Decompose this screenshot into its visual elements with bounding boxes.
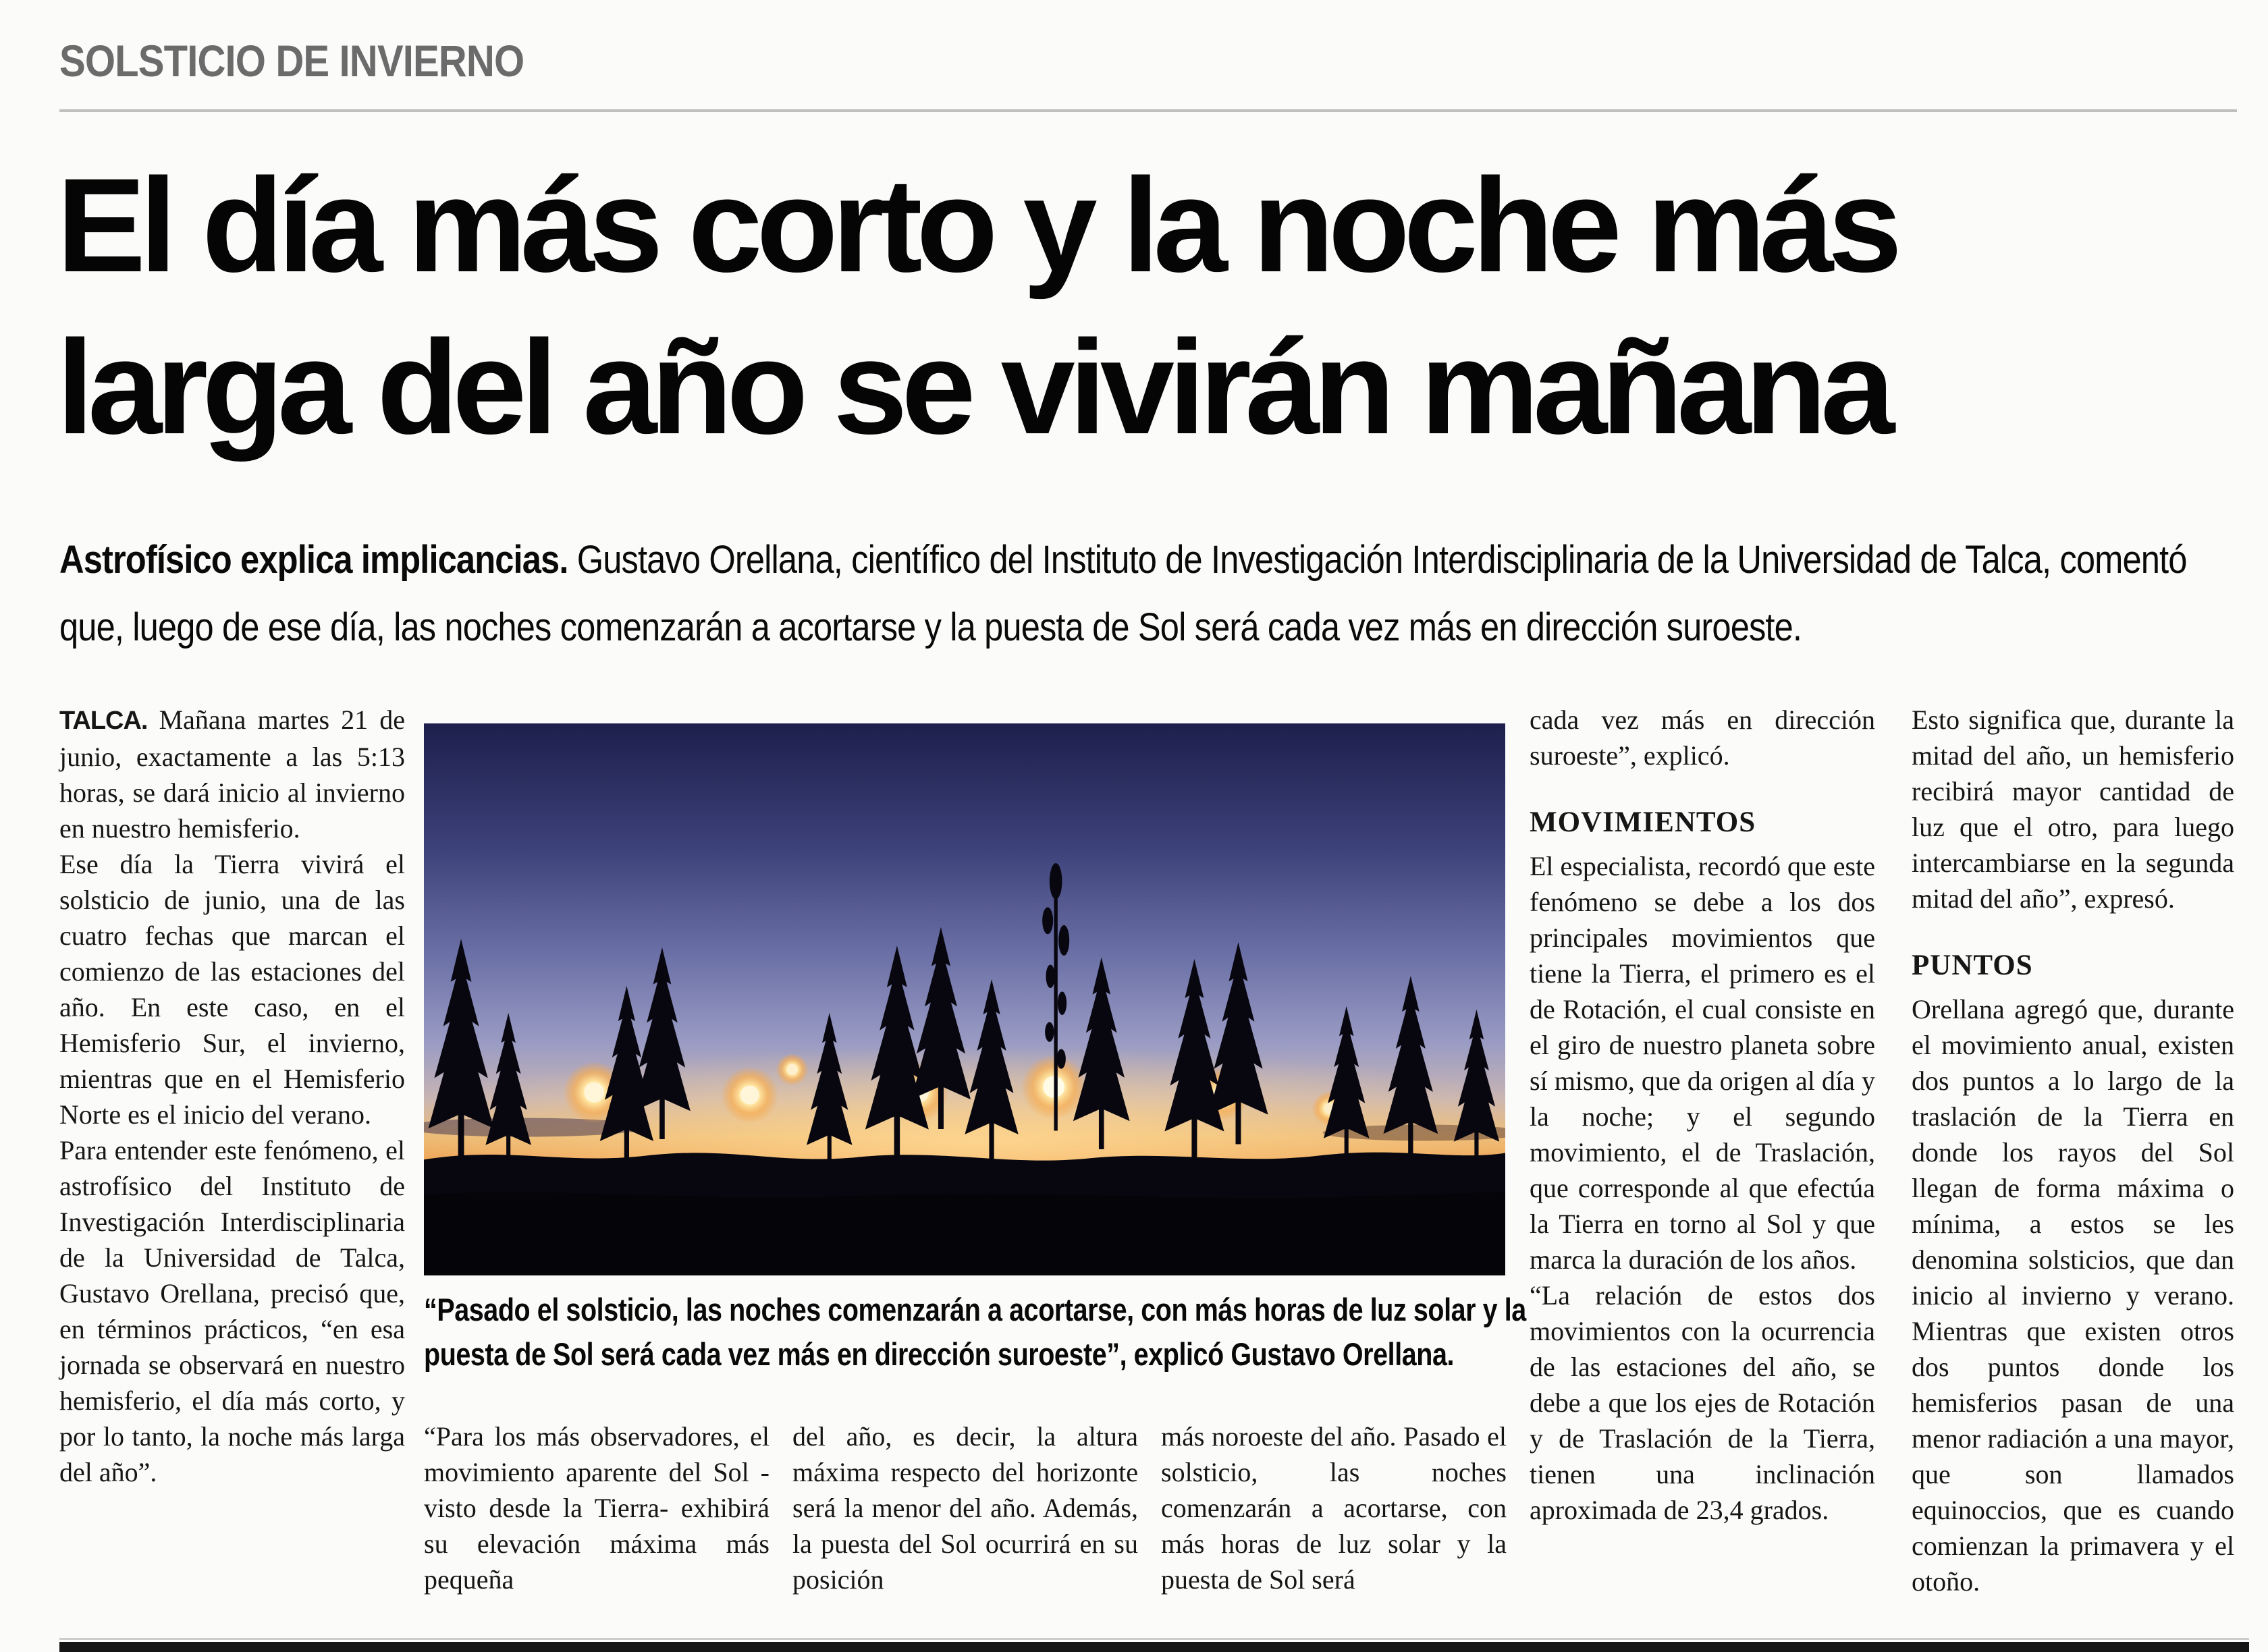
kicker: SOLSTICIO DE INVIERNO (59, 36, 524, 86)
dateline: TALCA. (59, 707, 148, 735)
paragraph: Orellana agregó que, durante el movimiento anual, existen dos puntos a lo largo de la traslación de la Tierra en donde los rayos del Sol llegan de forma máxima o mínima, a estos se les denomina solsticios, que dan inicio al invierno y verano. Mientras que existen otros dos puntos donde los hemisferios pasan de una menor radiación a una mayor, que son llamados equinoccios, que es cuando comienzan la primavera y el otoño. (1912, 994, 2234, 1597)
article-column-5 (1530, 702, 1875, 1528)
article-column-6 (1912, 702, 2234, 1599)
article-column-3 (792, 1419, 1138, 1597)
top-rule (59, 109, 2237, 112)
article-column-1 (59, 702, 405, 1490)
sunset-photo (424, 723, 1505, 1275)
paragraph: Esto significa que, durante la mitad del año, un hemisferio recibirá mayor cantidad de luz que el otro, para luego intercambiarse en la segunda mitad del año”, expresó. (1912, 705, 2234, 914)
deck (59, 526, 2252, 661)
paragraph: más noroeste del año. Pasado el solsticio, las noches comenzarán a acortarse, con más horas de luz solar y la puesta de Sol será (1161, 1421, 1507, 1595)
headline-line-2: larga del año se vivirán mañana (57, 312, 1889, 462)
paragraph: Para entender este fenómeno, el astrofísico del Instituto de Investigación Interdisciplinaria de la Universidad de Talca, Gustavo Orellana, precisó que, en términos prácticos, “en esa jornada se observará en nuestro hemisferio, el día más corto, y por lo tanto, la noche más larga del año”. (59, 1135, 405, 1487)
paragraph: cada vez más en dirección suroeste”, explicó. (1530, 705, 1875, 771)
paragraph: “La relación de estos dos movimientos con la ocurrencia de las estaciones del año, se debe a que los ejes de Rotación y de Traslación de la Tierra, tienen una inclinación aproximada de 23,4 grados. (1530, 1280, 1875, 1525)
section-header-puntos: PUNTOS (1912, 949, 2033, 981)
article-column-4 (1161, 1419, 1507, 1597)
paragraph: El especialista, recordó que este fenómeno se debe a los dos principales movimientos que tiene la Tierra, el primero es el de Rotación, el cual consiste en el giro de nuestro planeta sobre sí mismo, que da origen al día y la noche; y el segundo movimiento, el de Traslación, que corresponde al que efectúa la Tierra en torno al Sol y que marca la duración de los años. (1530, 851, 1875, 1275)
bottom-rule-gray (59, 1638, 2249, 1640)
headline-line-1: El día más corto y la noche más (57, 150, 1897, 300)
paragraph: Ese día la Tierra vivirá el solsticio de junio, una de las cuatro fechas que marcan el comienzo de las estaciones del año. En este caso, en el Hemisferio Sur, el invierno, mientras que en el Hemisferio Norte es el inicio del verano. (59, 849, 405, 1130)
foreground-silhouette-dark (424, 1192, 1505, 1275)
photo-caption: “Pasado el solsticio, las noches comenzarán a acortarse, con más horas de luz solar y la puesta de Sol será cada vez más en dirección suroeste”, explicó Gustavo Orellana. (424, 1292, 1526, 1372)
deck-lead: Astrofísico explica implicancias. (59, 538, 568, 582)
paragraph (59, 702, 405, 846)
paragraph: “Para los más observadores, el movimiento aparente del Sol -visto desde la Tierra- exhibirá su elevación máxima más pequeña (424, 1421, 770, 1595)
paragraph-text: Mañana martes 21 de junio, exactamente a las 5:13 horas, se dará inicio al invierno en nuestro hemisferio. (59, 705, 405, 844)
bottom-rule (59, 1642, 2249, 1652)
article-column-2 (424, 1419, 770, 1597)
deck-text: Gustavo Orellana, científico del Instituto de Investigación Interdisciplinaria de la Universidad de Talca, comentó que, luego de ese día, las noches comenzarán a acortarse y la puesta de Sol será cada vez más en dirección suroeste. (59, 538, 2187, 649)
sunset-photo-graphic (424, 723, 1505, 1275)
section-header-movimientos: MOVIMIENTOS (1530, 806, 1756, 838)
paragraph: del año, es decir, la altura máxima respecto del horizonte será la menor del año. Además, la puesta del Sol ocurrirá en su posición (792, 1421, 1138, 1595)
headline (57, 144, 2250, 468)
